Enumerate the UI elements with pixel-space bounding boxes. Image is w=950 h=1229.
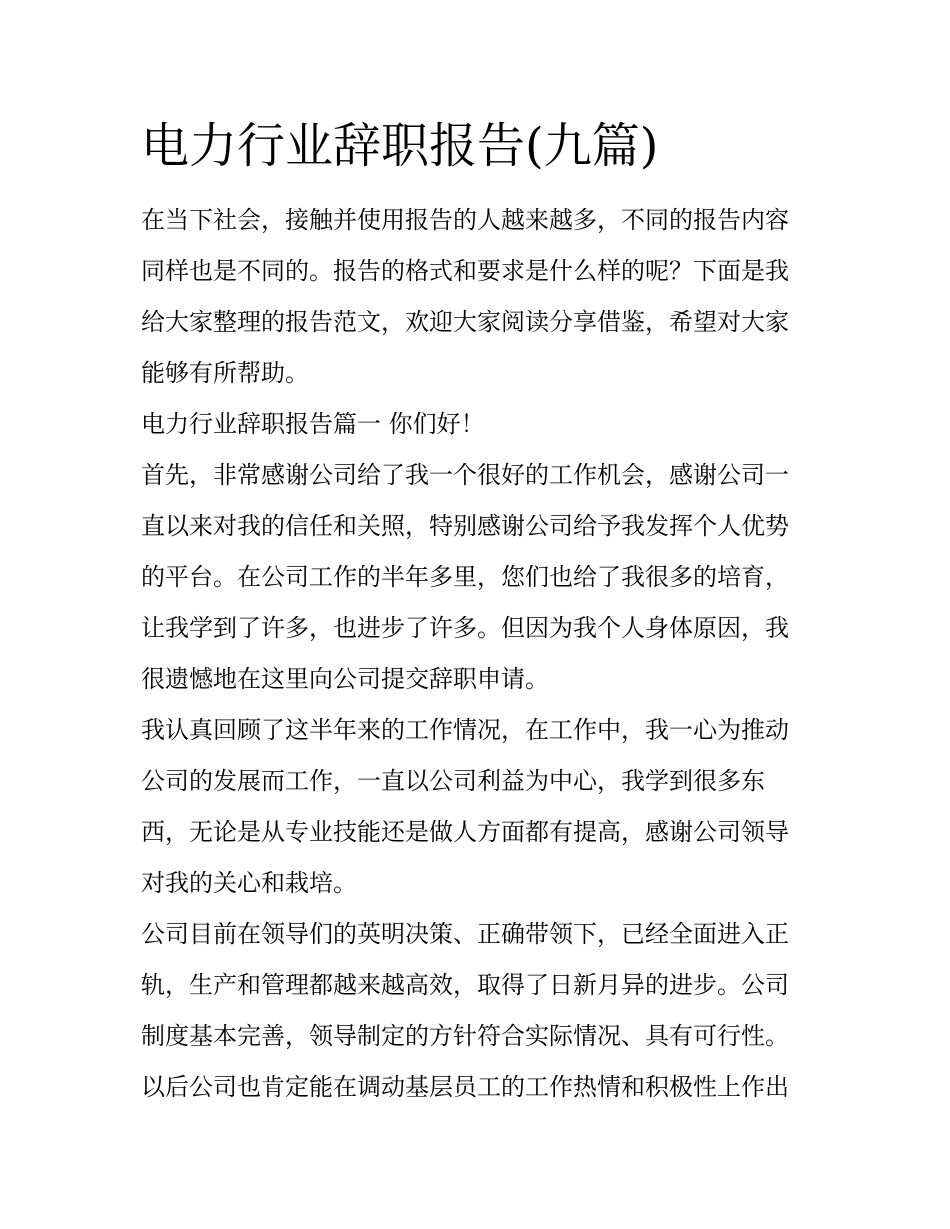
text-line: 让我学到了许多，也进步了许多。但因为我个人身体原因，我 (141, 614, 789, 642)
document-title: 电力行业辞职报告(九篇) (141, 118, 659, 174)
section-heading-line: 电力行业辞职报告篇一 你们好！ (141, 410, 485, 438)
text-line: 的平台。在公司工作的半年多里，您们也给了我很多的培育， (141, 563, 789, 591)
text-line: 很遗憾地在这里向公司提交辞职申请。 (141, 665, 549, 693)
text-line: 在当下社会，接触并使用报告的人越来越多，不同的报告内容 (141, 206, 789, 234)
text-line: 我认真回顾了这半年来的工作情况，在工作中，我一心为推动 (141, 716, 789, 744)
text-line: 公司的发展而工作，一直以公司利益为中心，我学到很多东 (141, 767, 765, 795)
text-line: 轨，生产和管理都越来越高效，取得了日新月异的进步。公司 (141, 971, 789, 999)
text-line: 西，无论是从专业技能还是做人方面都有提高，感谢公司领导 (141, 818, 789, 846)
text-line: 给大家整理的报告范文，欢迎大家阅读分享借鉴，希望对大家 (141, 308, 789, 336)
text-line: 制度基本完善，领导制定的方针符合实际情况、具有可行性。 (141, 1022, 789, 1050)
text-line: 以后公司也肯定能在调动基层员工的工作热情和积极性上作出 (141, 1073, 789, 1101)
text-line: 直以来对我的信任和关照，特别感谢公司给予我发挥个人优势 (141, 512, 789, 540)
text-line: 首先，非常感谢公司给了我一个很好的工作机会，感谢公司一 (141, 461, 789, 489)
text-line: 同样也是不同的。报告的格式和要求是什么样的呢？下面是我 (141, 257, 789, 285)
text-line: 对我的关心和栽培。 (141, 869, 357, 897)
text-line: 能够有所帮助。 (141, 359, 309, 387)
text-line: 公司目前在领导们的英明决策、正确带领下，已经全面进入正 (141, 920, 789, 948)
